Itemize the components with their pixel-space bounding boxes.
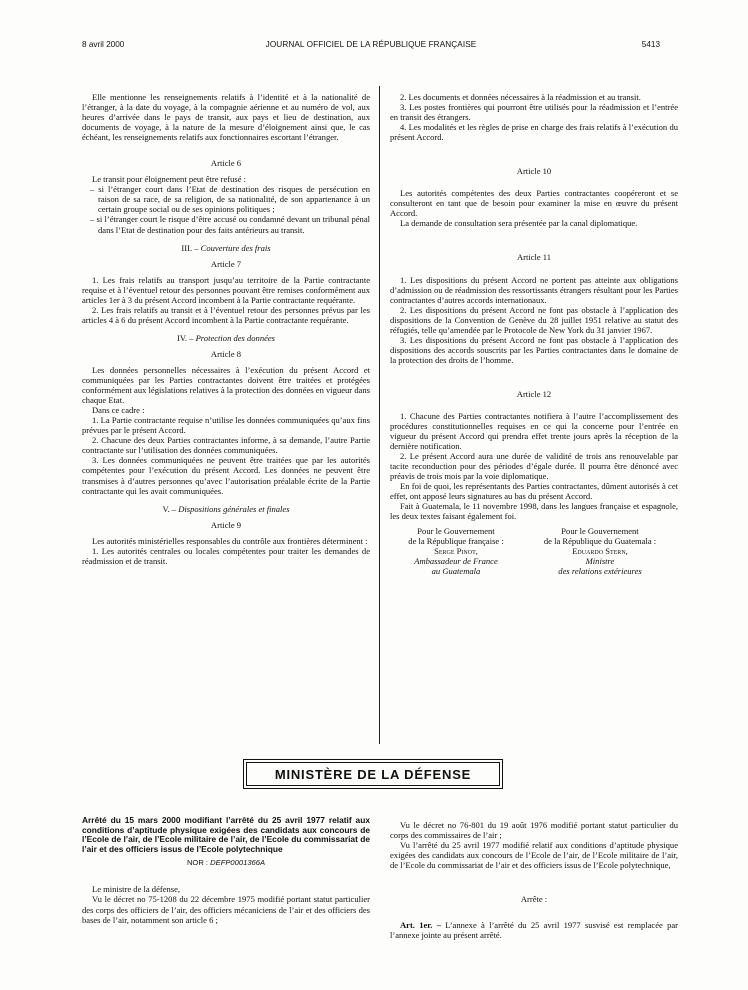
paragraph: 1. Les dispositions du présent Accord ne portent pas atteinte aux obligations d’admission ou de réadmission des ressortissants étrangers résultant pour les Parties contractantes d’autres accords internationaux. [390, 274, 678, 305]
paragraph: 1. Les autorités centrales ou locales compétentes pour traiter les demandes de réadmission et de transit. [82, 545, 370, 566]
paragraph: Les autorités compétentes des deux Parties contractantes coopéreront et se consulteront en tant que de besoin pour examiner la mise en œuvre du présent Accord. [390, 188, 678, 219]
paragraph: Le transit pour éloignement peut être refusé : [92, 174, 247, 185]
paragraph: Vu le décret no 76-801 du 19 août 1976 modifié portant statut particulier du corps des commissaires de l’air ; [390, 820, 678, 841]
section-title: Dispositions générales et finales [178, 503, 290, 514]
header-journal-title: JOURNAL OFFICIEL DE LA RÉPUBLIQUE FRANÇAISE [265, 40, 477, 49]
ministry-banner: MINISTÈRE DE LA DÉFENSE [246, 762, 500, 786]
header-date: 8 avril 2000 [82, 40, 125, 49]
column-divider [379, 86, 380, 744]
section-number: III. – [181, 242, 199, 253]
paragraph: Vu le décret no 75-1208 du 22 décembre 1975 modifié portant statut particulier des corps des officiers de l’air, des officiers mécaniciens de l’air et des officiers des bases de l’air, notamment son article 6 ; [82, 894, 370, 925]
signatory-line: de la République du Guatemala : [543, 535, 657, 546]
signatory-role: au Guatemala [431, 565, 481, 576]
paragraph: Fait à Guatemala, le 11 novembre 1998, dans les langues française et espagnole, les deux textes faisant également foi. [390, 501, 678, 522]
paragraph: En foi de quoi, les représentants des Parties contractantes, dûment autorisés à cet effet, ont apposé leurs signatures au bas du présent Accord. [390, 481, 678, 502]
article-7-heading: Article 7 [210, 258, 242, 269]
article-1-text: L’annexe à l’arrêté du 25 avril 1977 susvisé est remplacée par l’annexe jointe au présent arrêté. [390, 920, 678, 941]
article-8-heading: Article 8 [210, 348, 242, 359]
signature-block [390, 526, 678, 576]
arrete-heading: Arrête : [520, 894, 548, 905]
signature-france [390, 526, 522, 576]
header-page-number: 5413 [641, 40, 660, 49]
article-11-heading: Article 11 [516, 252, 552, 263]
signatory-line: Pour le Gouvernement [417, 525, 495, 536]
signatory-line: Pour le Gouvernement [561, 525, 639, 536]
list-item: – si l’étranger court le risque d’être accusé ou condamné devant un tribunal pénal dans l’Etat de destination pour des faits antérieurs au transit. [90, 214, 370, 235]
paragraph: 1. La Partie contractante requise n’utilise les données communiquées qu’aux fins prévues par le présent Accord. [82, 415, 370, 436]
left-column [82, 92, 370, 566]
section-5-heading [82, 504, 370, 514]
list-item: – si l’étranger court dans l’Etat de destination des risques de persécution en raison de sa race, de sa religion, de sa nationalité, de son appartenance à un certain groupe social ou de ses opinions politiques ; [90, 184, 370, 215]
arrete-right [390, 820, 678, 940]
signatory-role: des relations extérieures [558, 565, 642, 576]
arrete-left [82, 816, 370, 925]
nor-label: NOR : [186, 858, 209, 868]
section-number: V. – [162, 503, 177, 514]
paragraph: Elle mentionne les renseignements relatifs à l’identité et à la nationalité de l’étranger, à la date du voyage, à la compagnie aérienne et au numéro de vol, aux heures d’arrivée dans le pays de transit, aux pays et lieu de destination, aux documents de voyage, à la nature de la mesure d’éloignement ainsi que, le cas échéant, les renseignements relatifs aux fonctionnaires escortant l’étranger. [82, 92, 370, 143]
paragraph: 3. Les postes frontières qui pourront être utilisés pour la réadmission et l’entrée en transit des étrangers. [390, 102, 678, 123]
article-6-heading: Article 6 [210, 158, 242, 169]
signatory-role: Ministre [585, 555, 615, 566]
signatory-name: Eduardo Stern, [572, 545, 628, 556]
article-10-heading: Article 10 [516, 166, 552, 177]
paragraph: 2. Chacune des deux Parties contractantes informe, à sa demande, l’autre Partie contractante sur l’utilisation des données communiquées. [82, 435, 370, 456]
section-number: IV. – [176, 332, 194, 343]
article-9-heading: Article 9 [210, 519, 242, 530]
paragraph: 3. Les dispositions du présent Accord ne font pas obstacle à l’application des dispositions des accords souscrits par les Parties contractantes dans le domaine de la protection des droits de l’homme. [390, 334, 678, 365]
section-3-heading [82, 243, 370, 253]
paragraph: Vu l’arrêté du 25 avril 1977 modifié relatif aux conditions d’aptitude physique exigées des candidats aux concours de l’Ecole de l’air, de l’Ecole militaire de l’air, de l’Ecole du commissariat de l’air et des officiers issus de l’Ecole polytechnique, [390, 840, 678, 871]
article-1 [390, 920, 678, 940]
section-title: Couverture des frais [200, 242, 271, 253]
signatory-line: de la République française : [408, 535, 504, 546]
article-1-label: Art. 1er. – [400, 920, 441, 931]
paragraph: 2. Les documents et données nécessaires à la réadmission et au transit. [400, 92, 641, 102]
paragraph: 2. Le présent Accord aura une durée de validité de trois ans renouvelable par tacite reconduction pour des périodes d’égale durée. Il pourra être dénoncé avec préavis de trois mois par la voie diplomatique. [390, 451, 678, 482]
paragraph: 2. Les frais relatifs au transit et à l’éventuel retour des personnes prévus par les articles 4 à 6 du présent Accord incombent à la Partie contractante requérante. [82, 304, 370, 325]
article-12-heading: Article 12 [516, 388, 552, 399]
paragraph: La demande de consultation sera présentée par la canal diplomatique. [400, 218, 638, 229]
signatory-name: Serge Pinot, [434, 545, 478, 556]
signature-guatemala [522, 526, 678, 576]
signatory-role: Ambassadeur de France [414, 555, 498, 566]
paragraph: 1. Chacune des Parties contractantes notifiera à l’autre l’accomplissement des procédures constitutionnelles requises en ce qui la concerne pour l’entrée en vigueur du présent Accord qui prendra effet trente jours après la réception de la dernière notification. [390, 410, 678, 452]
right-column [390, 92, 678, 576]
section-4-heading [82, 333, 370, 343]
paragraph: 1. Les frais relatifs au transport jusqu’au territoire de la Partie contractante requise et à l’éventuel retour des personnes pouvant être remises conformément aux articles 1er à 3 du présent Accord incombent à la Partie contractante requérante. [82, 274, 370, 305]
page-header [82, 40, 660, 52]
paragraph: Les données personnelles nécessaires à l’exécution du présent Accord et communiquées par les Parties contractantes doivent être traitées et protégées conformément aux législations relatives à la protection des données en vigueur dans chaque Etat. [82, 364, 370, 406]
paragraph: Dans ce cadre : [92, 405, 145, 416]
section-title: Protection des données [195, 332, 276, 343]
paragraph: 3. Les données communiquées ne peuvent être traitées que par les autorités compétentes pour l’exécution du présent Accord. Les données ne peuvent être transmises à d’autres personnes qu’avec l’autorisation préalable écrite de la Partie contractante qui les avait communiquées. [82, 455, 370, 496]
arrete-title: Arrêté du 15 mars 2000 modifiant l’arrêté du 25 avril 1977 relatif aux conditions d’aptitude physique exigées des candidats aux concours de l’Ecole de l’air, de l’Ecole militaire de l’air, de l’Ecole du commissariat de l’air et des officiers issus de l’Ecole polytechnique [82, 815, 370, 854]
nor-value: DEFP0001366A [210, 858, 266, 868]
paragraph: 2. Les dispositions du présent Accord ne font pas obstacle à l’application des dispositions de la Convention de Genève du 28 juillet 1951 relative au statut des réfugiés, telle qu’amendée par le Protocole de New York du 31 janvier 1967. [390, 304, 678, 335]
paragraph: Le ministre de la défense, [92, 884, 181, 895]
nor-reference [82, 858, 370, 868]
paragraph: 4. Les modalités et les règles de prise en charge des frais relatifs à l’exécution du présent Accord. [390, 122, 678, 143]
paragraph: Les autorités ministérielles responsables du contrôle aux frontières déterminent : [92, 535, 368, 546]
